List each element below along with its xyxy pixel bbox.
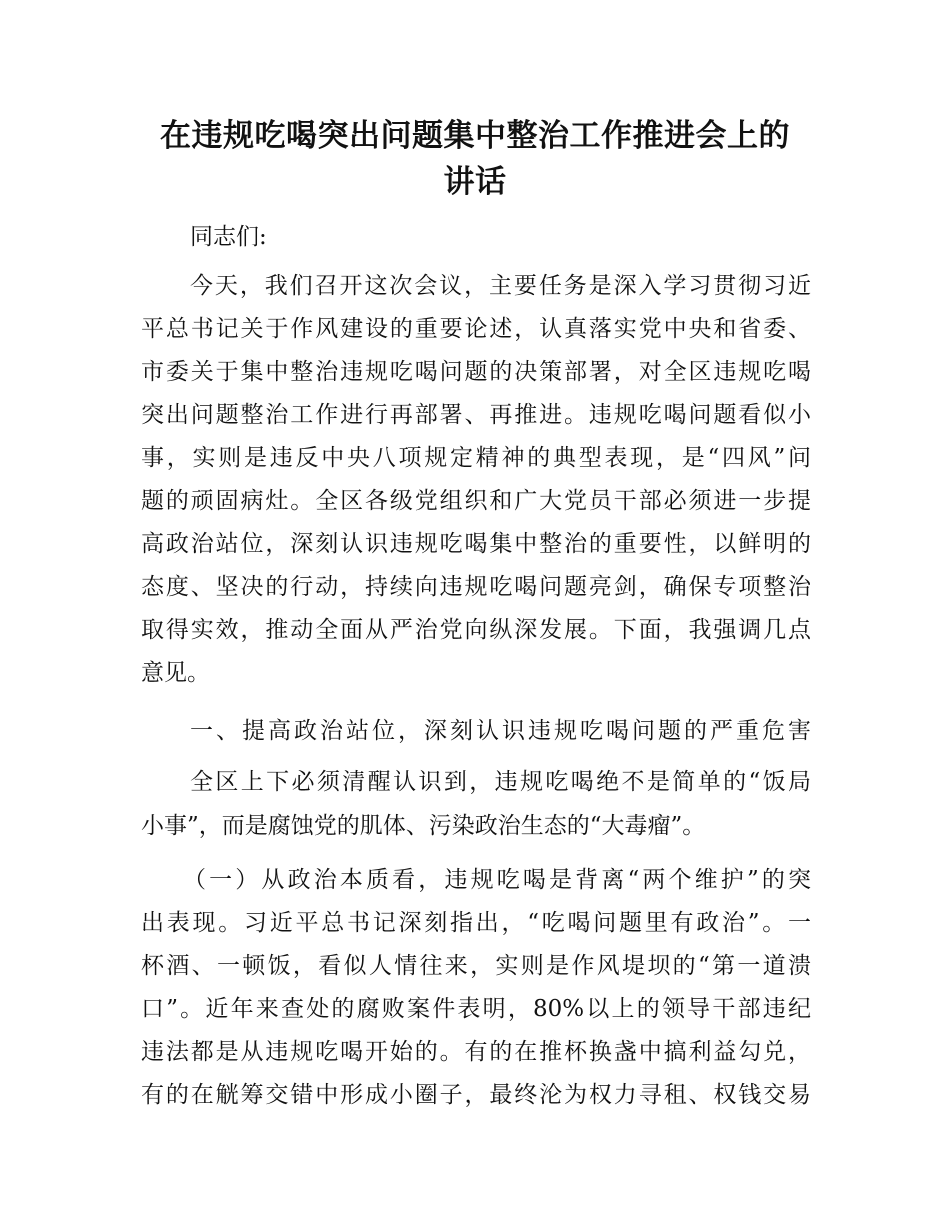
body-line: 事，实则是违反中央八项规定精神的典型表现，是“四风”问 <box>141 445 811 471</box>
section-heading-1: 一、提高政治站位，深刻认识违规吃喝问题的严重危害 <box>190 718 811 744</box>
body-line: 口”。近年来查处的腐败案件表明，80%以上的领导干部违纪 <box>141 996 811 1022</box>
body-line: 小事”，而是腐蚀党的肌体、污染政治生态的“大毒瘤”。 <box>141 813 706 839</box>
body-line: 市委关于集中整治违规吃喝问题的决策部署，对全区违规吃喝 <box>141 359 811 385</box>
body-line: 有的在觥筹交错中形成小圈子，最终沦为权力寻租、权钱交易 <box>141 1082 811 1108</box>
subsection-line: （一）从政治本质看，违规吃喝是背离“两个维护”的突 <box>183 867 811 893</box>
salutation: 同志们: <box>190 224 267 250</box>
body-line: 出表现。习近平总书记深刻指出，“吃喝问题里有政治”。一 <box>141 910 811 936</box>
body-line: 今天，我们召开这次会议，主要任务是深入学习贯彻习近 <box>190 273 811 299</box>
body-line: 违法都是从违规吃喝开始的。有的在推杯换盏中搞利益勾兑， <box>141 1039 811 1065</box>
body-line: 突出问题整治工作进行再部署、再推进。违规吃喝问题看似小 <box>141 402 811 428</box>
body-line: 全区上下必须清醒认识到，违规吃喝绝不是简单的“饭局 <box>190 769 811 795</box>
body-line: 杯酒、一顿饭，看似人情往来，实则是作风堤坝的“第一道溃 <box>141 953 811 979</box>
body-line: 高政治站位，深刻认识违规吃喝集中整治的重要性，以鲜明的 <box>141 531 811 557</box>
body-line: 态度、坚决的行动，持续向违规吃喝问题亮剑，确保专项整治 <box>141 574 811 600</box>
document-title-line-2: 讲话 <box>443 164 507 200</box>
body-line: 取得实效，推动全面从严治党向纵深发展。下面，我强调几点 <box>141 617 811 643</box>
body-line: 平总书记关于作风建设的重要论述，认真落实党中央和省委、 <box>141 316 811 342</box>
body-line: 题的顽固病灶。全区各级党组织和广大党员干部必须进一步提 <box>141 488 811 514</box>
document-title-line-1: 在违规吃喝突出问题集中整治工作推进会上的 <box>160 118 790 154</box>
body-line: 意见。 <box>141 660 210 686</box>
